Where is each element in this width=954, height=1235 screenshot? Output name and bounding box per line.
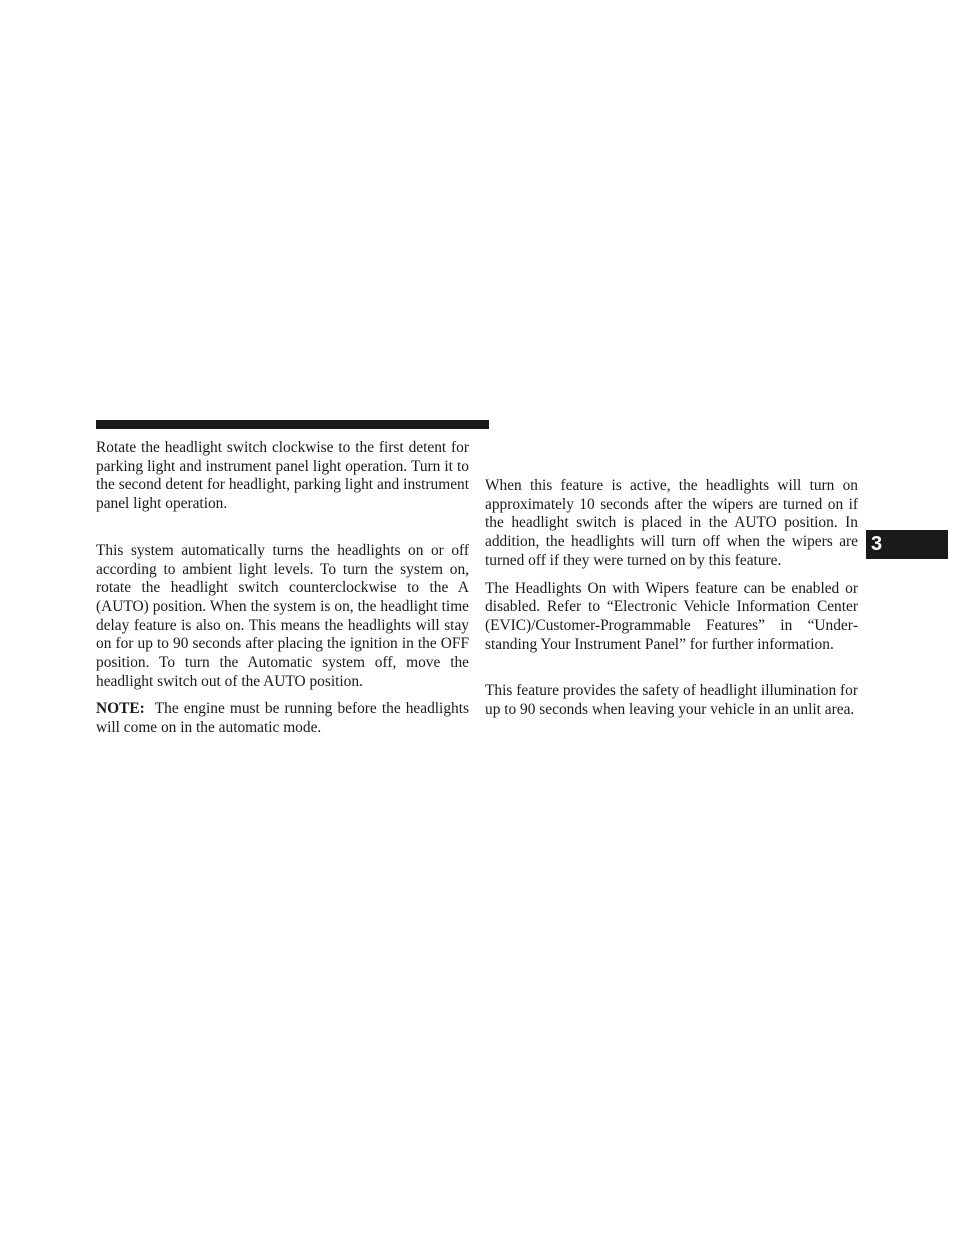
left-column [96, 439, 469, 738]
headlight-switch-paragraph: Rotate the headlight switch clockwise to the first detent for parking light and instrument panel light operation. Turn it to the second detent for headlight, parking light and instrument panel light operation. [96, 439, 469, 513]
automatic-headlights-paragraph: This system automatically turns the headlights on or off according to ambient light levels. To turn the system on, rotate the headlight switch counterclockwise to the A (AUTO) position. When the system is on, the headlight time delay feature is also on. This means the headlights will stay on for up to 90 seconds after placing the ignition in the OFF position. To turn the Automatic system off, move the headlight switch out of the AUTO position. [96, 541, 469, 690]
note-paragraph [96, 700, 469, 737]
headlight-delay-paragraph: This feature provides the safety of headlight illumination for up to 90 seconds when leaving your vehicle in an unlit area. [485, 682, 858, 719]
note-text: The engine must be running before the headlights will come on in the automatic mode. [96, 700, 469, 737]
right-column [485, 477, 858, 720]
headlights-with-wipers-paragraph: When this feature is active, the headlights will turn on approximately 10 seconds after the wipers are turned on if the headlight switch is placed in the AUTO position. In addition, the headlights will turn off when the wipers are turned off if they were turned on by this feature. [485, 477, 858, 569]
note-label: NOTE: [96, 700, 145, 718]
chapter-tab: 3 [866, 530, 948, 559]
wipers-feature-settings-paragraph: The Headlights On with Wipers feature can be enabled or disabled. Refer to “Electronic Vehicle Information Center (EVIC)/Customer-Programmable Features” in “Understanding Your Instrument Panel” for further information. [485, 579, 858, 653]
section-rule-bar [96, 420, 489, 429]
